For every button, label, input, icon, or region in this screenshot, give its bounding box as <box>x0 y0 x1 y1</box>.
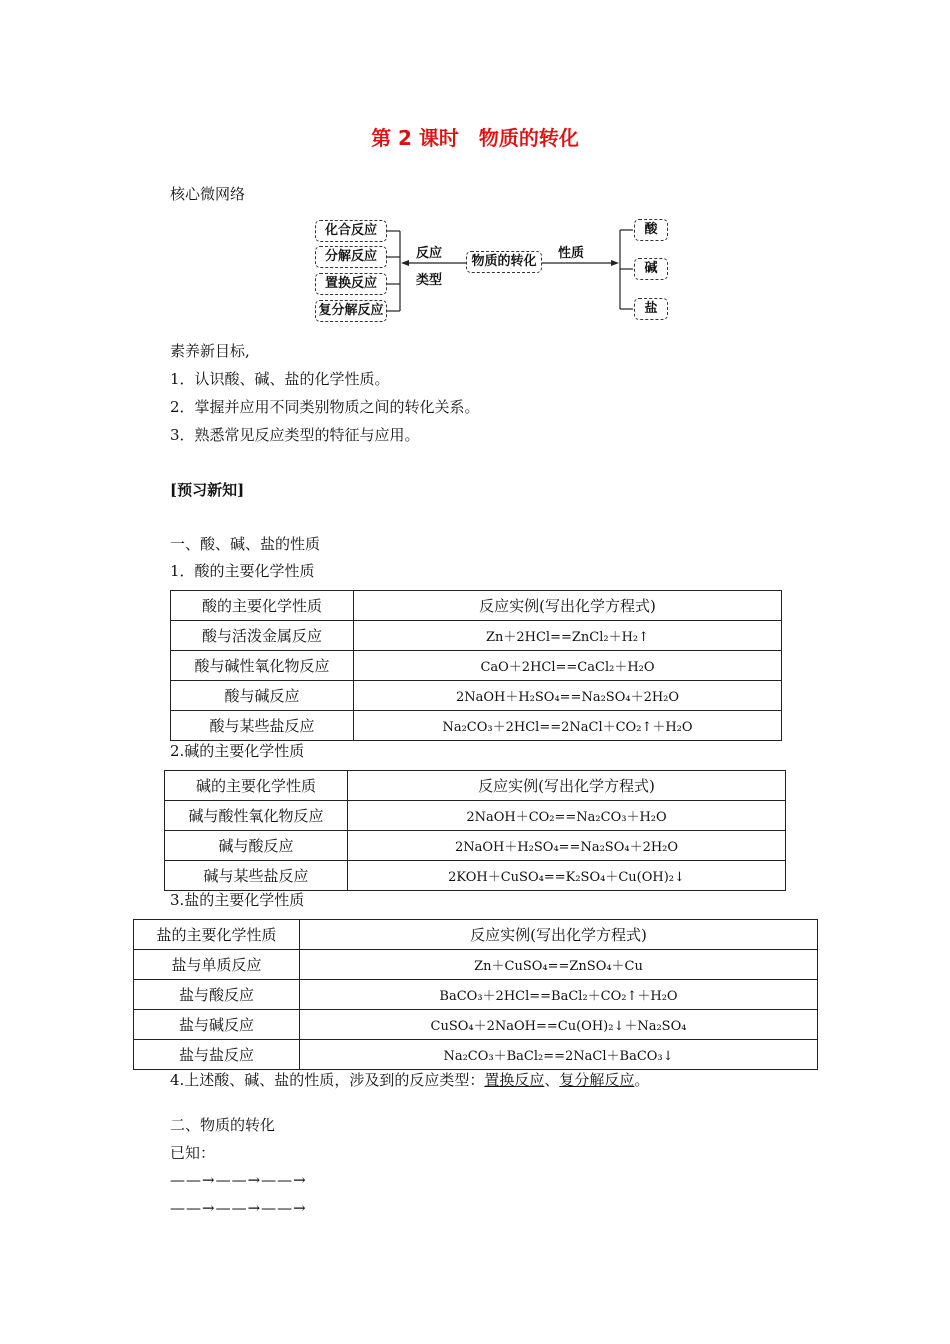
summary-suffix: 。 <box>634 1071 650 1089</box>
diagram-box-salt: 盐 <box>634 298 668 320</box>
table-cell-property: 碱与酸性氧化物反应 <box>165 801 348 831</box>
concept-diagram <box>300 212 680 327</box>
diagram-box-decomposition: 分解反应 <box>315 246 387 268</box>
table-cell-equation: BaCO₃＋2HCl==BaCl₂＋CO₂↑＋H₂O <box>300 980 818 1010</box>
table-cell-equation: Na₂CO₃＋2HCl==2NaCl＋CO₂↑＋H₂O <box>354 711 782 741</box>
table-header-cell: 盐的主要化学性质 <box>134 920 300 950</box>
table-cell-equation: CuSO₄＋2NaOH==Cu(OH)₂↓＋Na₂SO₄ <box>300 1010 818 1040</box>
page-title: 第 2 课时 物质的转化 <box>371 126 579 150</box>
goal-item: 2．掌握并应用不同类别物质之间的转化关系。 <box>170 398 480 416</box>
table-header-row <box>134 920 818 950</box>
table-row <box>171 681 782 711</box>
summary-prefix: 4.上述酸、碱、盐的性质，涉及到的反应类型： <box>170 1071 485 1089</box>
table-row <box>134 1010 818 1040</box>
goal-item: 3．熟悉常见反应类型的特征与应用。 <box>170 426 420 444</box>
table-cell-equation: Na₂CO₃＋BaCl₂==2NaCl＋BaCO₃↓ <box>300 1040 818 1070</box>
reaction-type-summary <box>170 1070 649 1090</box>
table-cell-property: 酸与碱反应 <box>171 681 354 711</box>
diagram-box-displacement: 置换反应 <box>315 273 387 295</box>
answer-displacement-reaction: 置换反应 <box>484 1071 545 1089</box>
goals-title: 素养新目标, <box>170 342 250 360</box>
table-header-row <box>171 591 782 621</box>
part2-heading: 二、物质的转化 <box>170 1116 276 1134</box>
base-properties-table <box>164 770 786 891</box>
known-label: 已知： <box>170 1144 216 1162</box>
salt-properties-table <box>133 919 818 1070</box>
diagram-label-type: 类型 <box>416 273 443 288</box>
goal-item: 1．认识酸、碱、盐的化学性质。 <box>170 370 390 388</box>
acid-properties-table <box>170 590 782 741</box>
table-cell-property: 酸与某些盐反应 <box>171 711 354 741</box>
table-cell-property: 酸与活泼金属反应 <box>171 621 354 651</box>
table-row <box>165 801 786 831</box>
table-row <box>134 950 818 980</box>
preview-heading: [预习新知] <box>170 481 245 499</box>
table-row <box>134 1040 818 1070</box>
acid-heading: 1．酸的主要化学性质 <box>170 562 315 580</box>
part1-heading: 一、酸、碱、盐的性质 <box>170 535 321 553</box>
table-cell-property: 盐与单质反应 <box>134 950 300 980</box>
table-row <box>165 861 786 891</box>
diagram-label-reaction: 反应 <box>416 246 443 261</box>
table-row <box>171 711 782 741</box>
table-row <box>165 831 786 861</box>
table-cell-equation: Zn＋CuSO₄==ZnSO₄＋Cu <box>300 950 818 980</box>
table-row <box>171 621 782 651</box>
diagram-label-property: 性质 <box>558 246 585 261</box>
summary-separator: 、 <box>544 1071 560 1089</box>
section-network-heading: 核心微网络 <box>170 185 246 203</box>
table-header-cell: 反应实例(写出化学方程式) <box>300 920 818 950</box>
table-cell-property: 盐与碱反应 <box>134 1010 300 1040</box>
table-header-row <box>165 771 786 801</box>
table-cell-equation: CaO＋2HCl==CaCl₂＋H₂O <box>354 651 782 681</box>
table-header-cell: 酸的主要化学性质 <box>171 591 354 621</box>
table-cell-property: 碱与某些盐反应 <box>165 861 348 891</box>
salt-heading: 3.盐的主要化学性质 <box>170 891 305 909</box>
diagram-box-double-decomposition: 复分解反应 <box>315 300 387 322</box>
table-cell-equation: 2NaOH＋H₂SO₄==Na₂SO₄＋2H₂O <box>354 681 782 711</box>
table-header-cell: 反应实例(写出化学方程式) <box>348 771 786 801</box>
table-cell-equation: Zn＋2HCl==ZnCl₂＋H₂↑ <box>354 621 782 651</box>
conversion-chain: ——→——→——→ <box>170 1171 307 1189</box>
table-row <box>171 651 782 681</box>
table-header-cell: 反应实例(写出化学方程式) <box>354 591 782 621</box>
table-cell-property: 碱与酸反应 <box>165 831 348 861</box>
diagram-center-box: 物质的转化 <box>466 251 542 273</box>
table-header-cell: 碱的主要化学性质 <box>165 771 348 801</box>
table-cell-property: 盐与盐反应 <box>134 1040 300 1070</box>
table-cell-equation: 2NaOH＋CO₂==Na₂CO₃＋H₂O <box>348 801 786 831</box>
table-cell-property: 盐与酸反应 <box>134 980 300 1010</box>
diagram-box-acid: 酸 <box>634 219 668 241</box>
conversion-chain: ——→——→——→ <box>170 1199 307 1217</box>
table-row <box>134 980 818 1010</box>
diagram-box-base: 碱 <box>634 258 668 280</box>
diagram-box-combination: 化合反应 <box>315 220 387 242</box>
answer-double-decomposition: 复分解反应 <box>559 1071 635 1089</box>
table-cell-equation: 2NaOH＋H₂SO₄==Na₂SO₄＋2H₂O <box>348 831 786 861</box>
base-heading: 2.碱的主要化学性质 <box>170 742 305 760</box>
table-cell-equation: 2KOH＋CuSO₄==K₂SO₄＋Cu(OH)₂↓ <box>348 861 786 891</box>
table-cell-property: 酸与碱性氧化物反应 <box>171 651 354 681</box>
